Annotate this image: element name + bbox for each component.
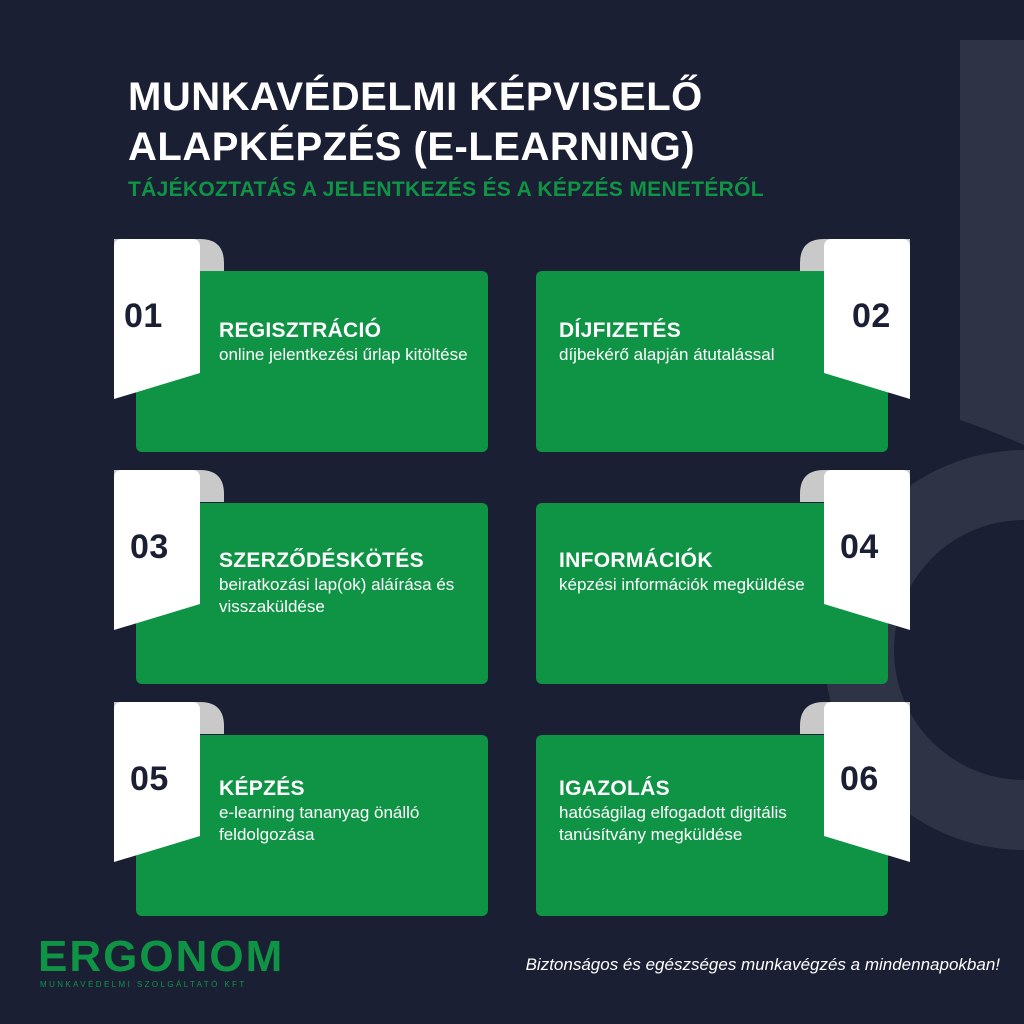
step-tab-01 [114,239,224,399]
step-heading: SZERZŐDÉSKÖTÉS [219,549,424,572]
step-tab-04 [800,470,910,630]
step-tab-05 [114,702,224,862]
step-tab-03 [114,470,224,630]
step-number: 04 [840,528,879,566]
title-line-1: MUNKAVÉDELMI KÉPVISELŐ [128,75,703,119]
step-heading: REGISZTRÁCIÓ [219,319,382,342]
step-heading: DÍJFIZETÉS [559,319,682,342]
company-logo-subtitle: MUNKAVÉDELMI SZOLGÁLTATÓ KFT [40,980,247,989]
step-text-02 [559,318,819,366]
step-number: 03 [130,528,169,566]
step-description: hatóságilag elfogadott digitális tanúsítvány megküldése [559,803,787,844]
step-tab-06 [800,702,910,862]
step-number: 01 [124,297,163,335]
step-description: képzési információk megküldése [559,575,805,594]
step-description: beiratkozási lap(ok) aláírása és visszaküldése [219,575,455,616]
step-number: 02 [852,297,891,335]
step-text-03 [219,548,479,618]
step-text-04 [559,548,819,596]
company-logo: ERGONOM [38,932,285,981]
step-tab-02 [800,239,910,399]
step-description: díjbekérő alapján átutalással [559,345,775,364]
step-heading: INFORMÁCIÓK [559,549,713,572]
page-subtitle: TÁJÉKOZTATÁS A JELENTKEZÉS ÉS A KÉPZÉS MENETÉRŐL [128,178,764,201]
step-description: online jelentkezési űrlap kitöltése [219,345,468,364]
step-number: 06 [840,760,879,798]
step-text-01 [219,318,479,366]
step-number: 05 [130,760,169,798]
step-description: e-learning tananyag önálló feldolgozása [219,803,420,844]
page-title [128,72,703,172]
step-text-05 [219,776,479,846]
step-heading: KÉPZÉS [219,777,305,800]
step-heading: IGAZOLÁS [559,777,670,800]
tagline: Biztonságos és egészséges munkavégzés a mindennapokban! [525,955,1000,974]
step-text-06 [559,776,819,846]
title-line-2: ALAPKÉPZÉS (E-LEARNING) [128,125,696,169]
